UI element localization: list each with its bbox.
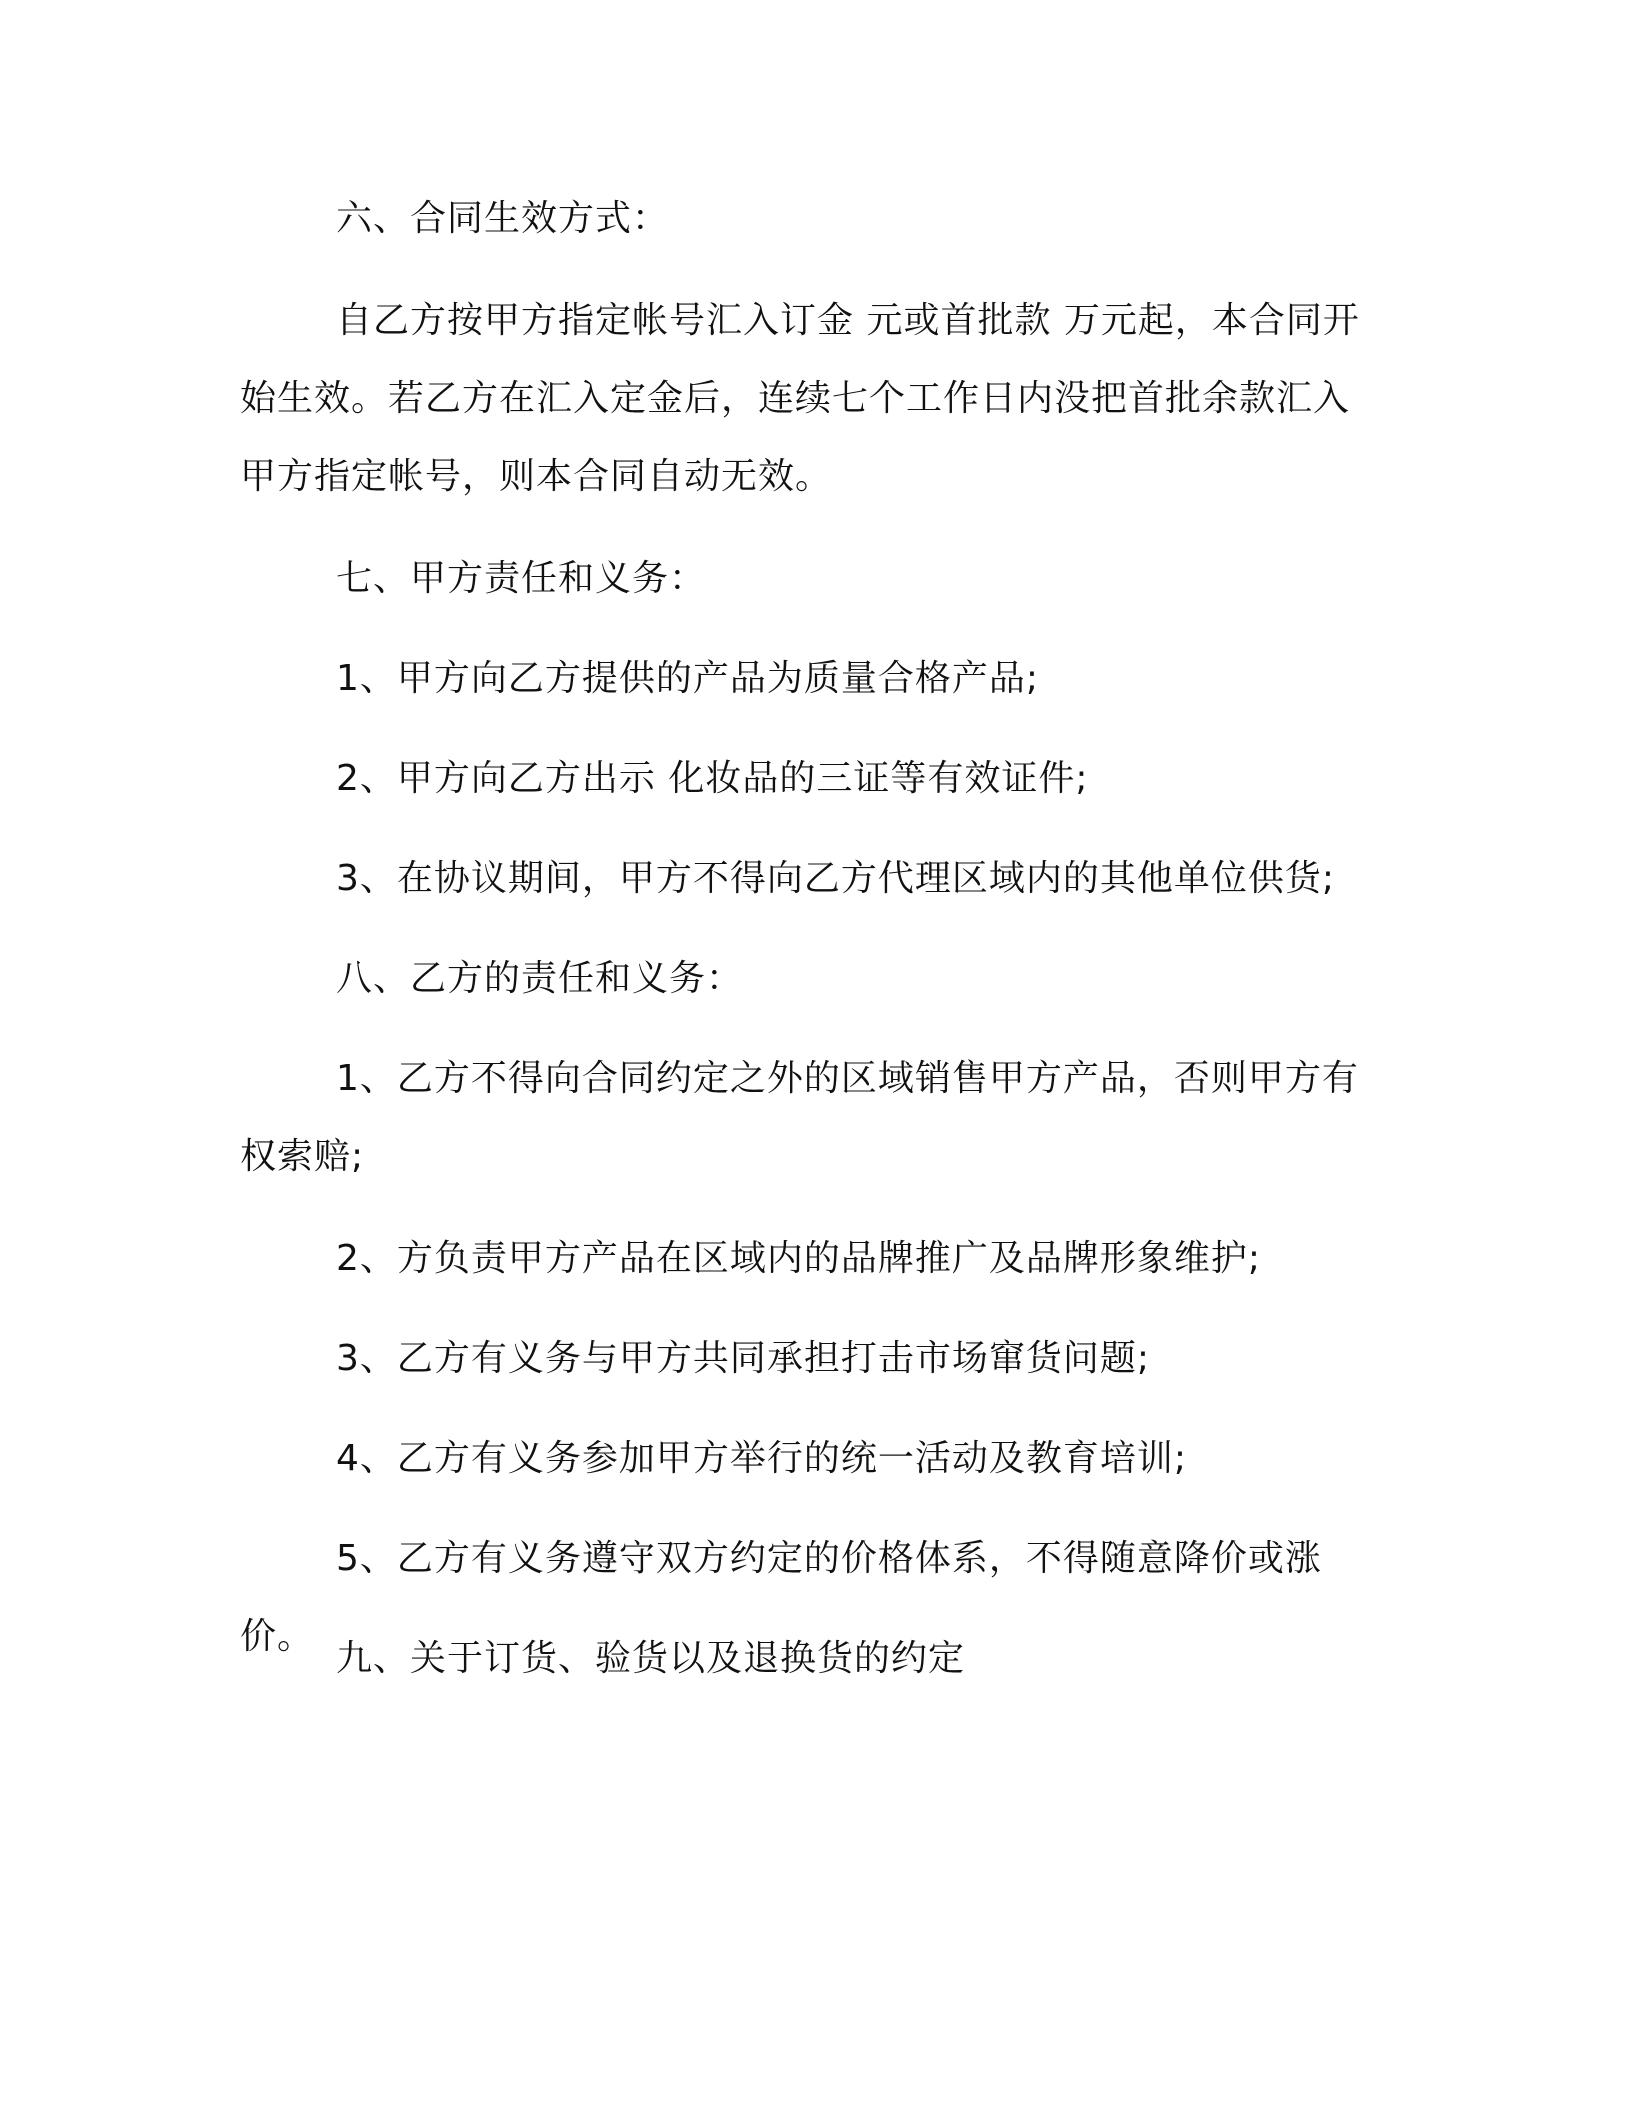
list-item-party-a-3: 3、在协议期间，甲方不得向乙方代理区域内的其他单位供货; <box>336 858 1336 899</box>
section-heading-8: 八、乙方的责任和义务： <box>336 958 744 999</box>
section-heading-9: 九、关于订货、验货以及退换货的约定 <box>336 1638 966 1679</box>
list-item-party-b-1: 1、乙方不得向合同约定之外的区域销售甲方产品，否则甲方有权索赔; <box>240 1058 1359 1177</box>
list-item-party-b-3: 3、乙方有义务与甲方共同承担打击市场窜货问题; <box>336 1338 1151 1379</box>
list-item-party-a-2: 2、甲方向乙方出示 化妆品的三证等有效证件; <box>336 758 1089 799</box>
list-item-party-a-1: 1、甲方向乙方提供的产品为质量合格产品; <box>336 658 1040 699</box>
list-item-party-b-2: 2、方负责甲方产品在区域内的品牌推广及品牌形象维护; <box>336 1238 1262 1279</box>
list-item-party-b-5: 5、乙方有义务遵守双方约定的价格体系，不得随意降价或涨价。 <box>240 1538 1322 1657</box>
section-heading-7: 七、甲方责任和义务： <box>336 558 707 599</box>
clause-effectiveness: 自乙方按甲方指定帐号汇入订金 元或首批款 万元起，本合同开始生效。若乙方在汇入定金后，连续七个工作日内没把首批余款汇入甲方指定帐号，则本合同自动无效。 <box>240 300 1360 497</box>
section-heading-6: 六、合同生效方式： <box>336 198 670 239</box>
list-item-party-b-4: 4、乙方有义务参加甲方举行的统一活动及教育培训; <box>336 1438 1188 1479</box>
